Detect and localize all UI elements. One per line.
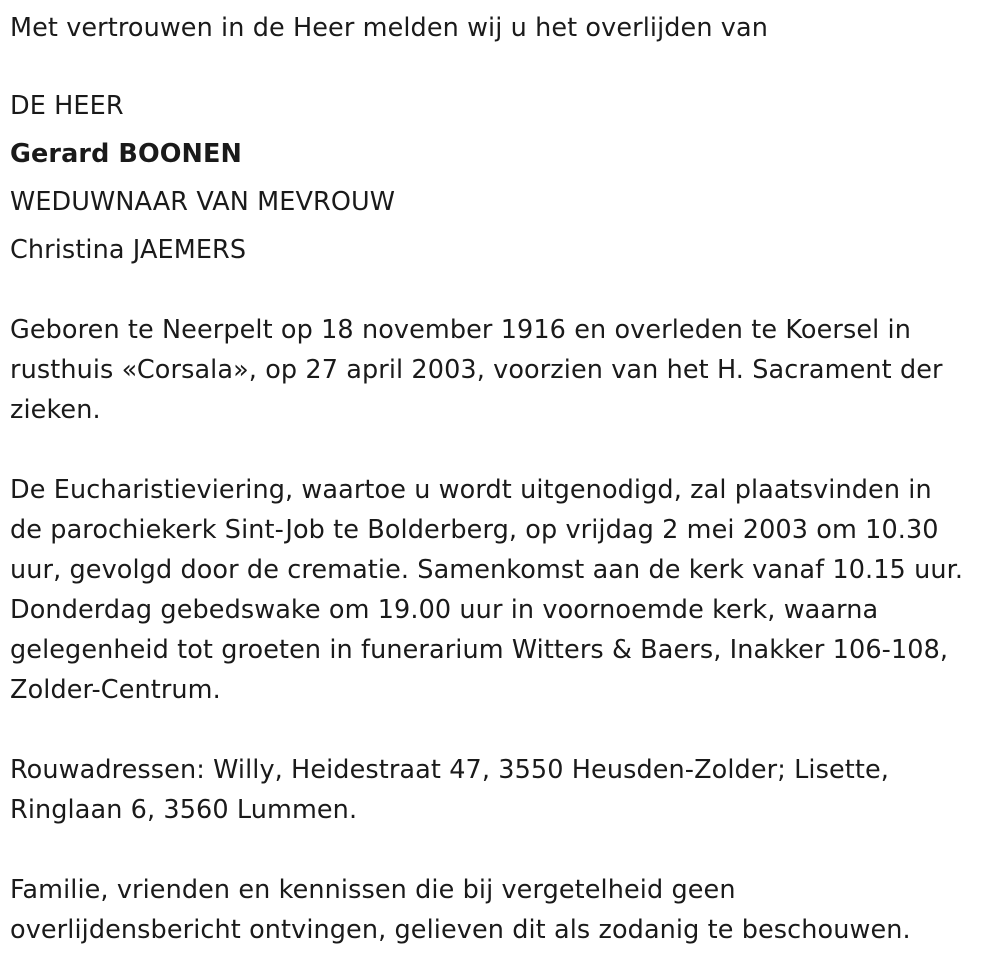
paragraph-line: Ringlaan 6, 3560 Lummen. [10,795,358,825]
paragraph-line: uur, gevolgd door de crematie. Samenkomst aan de kerk vanaf 10.15 uur. [10,555,964,585]
paragraph-line: overlijdensbericht ontvingen, gelieven dit als zodanig te beschouwen. [10,915,911,945]
spouse-name: Christina JAEMERS [10,235,247,265]
birth-death-paragraph [10,310,943,430]
paragraph-line: Zolder-Centrum. [10,675,221,705]
addresses-paragraph [10,750,889,830]
paragraph-line: Donderdag gebedswake om 19.00 uur in voornoemde kerk, waarna [10,595,879,625]
paragraph-line: Familie, vrienden en kennissen die bij vergetelheid geen [10,875,736,905]
paragraph-line: Geboren te Neerpelt op 18 november 1916 en overleden te Koersel in [10,315,911,345]
paragraph-line: de parochiekerk Sint-Job te Bolderberg, op vrijdag 2 mei 2003 om 10.30 [10,515,939,545]
paragraph-line: gelegenheid tot groeten in funerarium Witters & Baers, Inakker 106-108, [10,635,949,665]
title-text: DE HEER [10,91,124,121]
relation-text: WEDUWNAAR VAN MEVROUW [10,187,396,217]
closing-paragraph [10,870,911,950]
intro-text: Met vertrouwen in de Heer melden wij u het overlijden van [10,13,768,43]
paragraph-line: De Eucharistieviering, waartoe u wordt uitgenodigd, zal plaatsvinden in [10,475,932,505]
paragraph-line: rusthuis «Corsala», op 27 april 2003, voorzien van het H. Sacrament der [10,355,943,385]
paragraph-line: zieken. [10,395,101,425]
ceremony-paragraph [10,470,963,710]
deceased-name: Gerard BOONEN [10,139,242,169]
paragraph-line: Rouwadressen: Willy, Heidestraat 47, 3550 Heusden-Zolder; Lisette, [10,755,889,785]
